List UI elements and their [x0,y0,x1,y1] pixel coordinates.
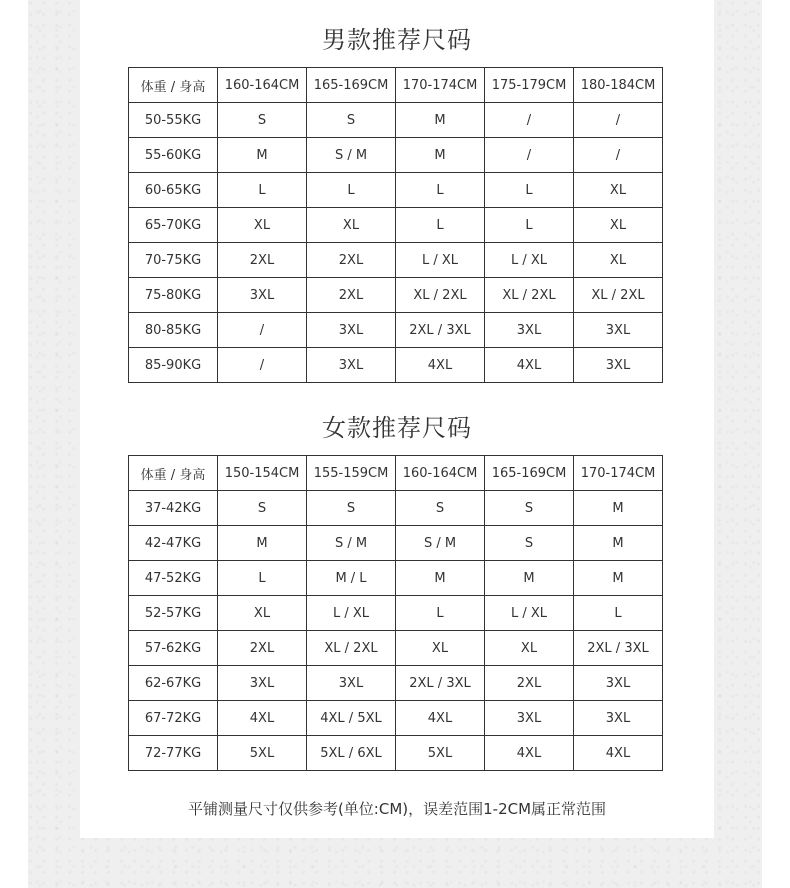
table-row [129,666,663,701]
table-row [129,736,663,771]
weight-cell: 65-70KG [129,208,218,243]
size-cell: M / L [307,561,396,596]
table-row [129,526,663,561]
weight-cell: 62-67KG [129,666,218,701]
size-cell: M [396,138,485,173]
size-cell: M [396,561,485,596]
size-cell: XL / 2XL [574,278,663,313]
size-cell: XL [485,631,574,666]
size-cell: 2XL [218,631,307,666]
table-row [129,701,663,736]
size-cell: M [574,526,663,561]
size-cell: S [307,491,396,526]
size-cell: 5XL [218,736,307,771]
height-header-cell: 180-184CM [574,68,663,103]
weight-cell: 60-65KG [129,173,218,208]
weight-height-header-cell: 体重 / 身高 [129,68,218,103]
table-header-row [129,456,663,491]
size-cell: L [485,173,574,208]
size-cell: 3XL [574,666,663,701]
height-header-cell: 155-159CM [307,456,396,491]
table-row [129,561,663,596]
weight-cell: 52-57KG [129,596,218,631]
size-cell: 2XL / 3XL [574,631,663,666]
weight-cell: 55-60KG [129,138,218,173]
size-cell: 4XL [218,701,307,736]
height-header-cell: 165-169CM [307,68,396,103]
size-cell: 4XL [485,348,574,383]
size-cell: 3XL [574,701,663,736]
size-cell: M [574,561,663,596]
table-row [129,243,663,278]
size-cell: 3XL [307,313,396,348]
size-cell: / [574,103,663,138]
weight-cell: 47-52KG [129,561,218,596]
weight-cell: 67-72KG [129,701,218,736]
weight-cell: 80-85KG [129,313,218,348]
measurement-note: 平铺测量尺寸仅供参考(单位:CM)，误差范围1-2CM属正常范围 [187,800,607,818]
size-cell: XL [574,173,663,208]
size-cell: 3XL [485,313,574,348]
size-cell: 3XL [218,666,307,701]
table-row [129,138,663,173]
size-cell: / [218,313,307,348]
size-cell: 3XL [218,278,307,313]
size-cell: XL [218,208,307,243]
size-cell: S / M [307,526,396,561]
height-header-cell: 170-174CM [574,456,663,491]
height-header-cell: 165-169CM [485,456,574,491]
table-row [129,173,663,208]
size-cell: 5XL / 6XL [307,736,396,771]
size-cell: 4XL [485,736,574,771]
size-cell: S [307,103,396,138]
height-header-cell: 175-179CM [485,68,574,103]
size-cell: 2XL [218,243,307,278]
size-cell: S [485,491,574,526]
table-header-row [129,68,663,103]
size-cell: M [218,526,307,561]
size-cell: 3XL [574,313,663,348]
weight-cell: 70-75KG [129,243,218,278]
size-cell: 4XL [396,701,485,736]
size-cell: 4XL [574,736,663,771]
size-cell: / [218,348,307,383]
table-row [129,491,663,526]
table-row [129,313,663,348]
women-size-title: 女款推荐尺码 [322,414,472,442]
size-cell: 3XL [307,348,396,383]
size-cell: XL / 2XL [485,278,574,313]
size-cell: M [485,561,574,596]
size-cell: L [218,561,307,596]
table-row [129,348,663,383]
table-row [129,103,663,138]
size-cell: S [396,491,485,526]
size-cell: 4XL [396,348,485,383]
men-size-table [128,67,663,383]
weight-cell: 75-80KG [129,278,218,313]
height-header-cell: 160-164CM [396,456,485,491]
size-cell: L [396,596,485,631]
size-cell: 2XL [307,278,396,313]
table-row [129,631,663,666]
size-cell: XL / 2XL [307,631,396,666]
weight-cell: 50-55KG [129,103,218,138]
size-cell: L / XL [396,243,485,278]
women-size-table [128,455,663,771]
size-cell: / [574,138,663,173]
weight-cell: 72-77KG [129,736,218,771]
size-cell: 2XL [307,243,396,278]
size-cell: XL [218,596,307,631]
size-cell: S [218,103,307,138]
weight-cell: 57-62KG [129,631,218,666]
size-cell: M [396,103,485,138]
table-row [129,596,663,631]
size-cell: S [485,526,574,561]
size-cell: 3XL [485,701,574,736]
height-header-cell: 150-154CM [218,456,307,491]
size-cell: L [218,173,307,208]
size-cell: 3XL [574,348,663,383]
size-cell: 2XL / 3XL [396,666,485,701]
size-cell: XL [574,208,663,243]
size-cell: 2XL [485,666,574,701]
table-row [129,208,663,243]
size-cell: XL [574,243,663,278]
size-cell: / [485,138,574,173]
size-cell: XL [307,208,396,243]
weight-height-header-cell: 体重 / 身高 [129,456,218,491]
size-cell: L [574,596,663,631]
size-cell: 3XL [307,666,396,701]
size-cell: M [218,138,307,173]
size-cell: XL / 2XL [396,278,485,313]
size-cell: S [218,491,307,526]
size-cell: L / XL [485,243,574,278]
weight-cell: 85-90KG [129,348,218,383]
height-header-cell: 170-174CM [396,68,485,103]
size-cell: L / XL [485,596,574,631]
size-cell: 4XL / 5XL [307,701,396,736]
size-cell: 2XL / 3XL [396,313,485,348]
weight-cell: 42-47KG [129,526,218,561]
table-row [129,278,663,313]
size-cell: L [485,208,574,243]
size-cell: M [574,491,663,526]
size-cell: S / M [396,526,485,561]
height-header-cell: 160-164CM [218,68,307,103]
size-cell: 5XL [396,736,485,771]
weight-cell: 37-42KG [129,491,218,526]
size-cell: S / M [307,138,396,173]
size-cell: XL [396,631,485,666]
men-size-title: 男款推荐尺码 [322,26,472,54]
size-cell: L [396,173,485,208]
size-cell: / [485,103,574,138]
size-cell: L [396,208,485,243]
size-cell: L / XL [307,596,396,631]
size-cell: L [307,173,396,208]
size-guide-card [80,0,714,838]
